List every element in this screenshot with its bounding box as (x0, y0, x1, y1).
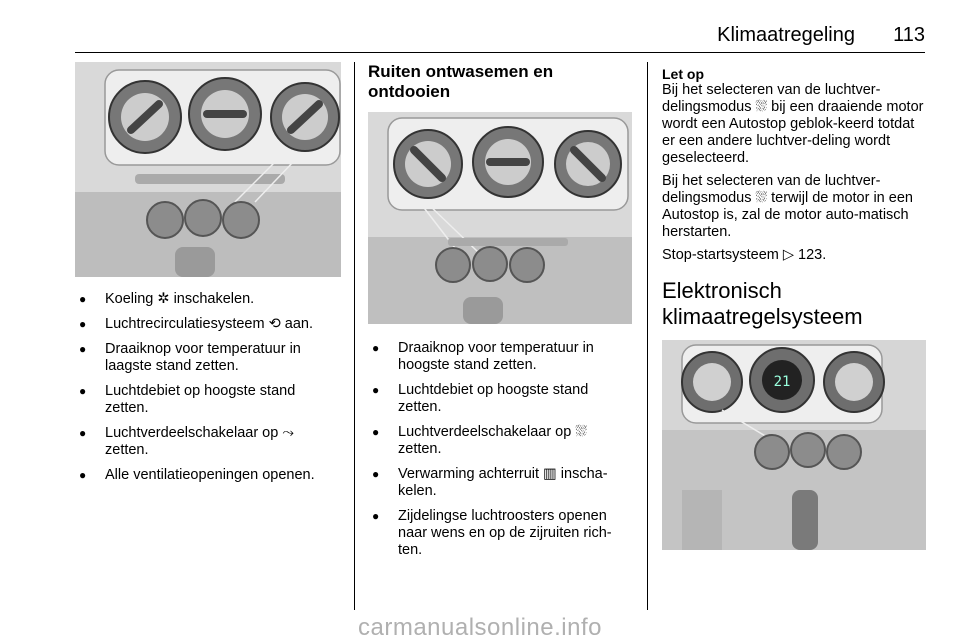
list-item: ● Luchtverdeelschakelaar op ⤳ zetten. (75, 425, 341, 459)
list-item: ● Luchtdebiet op hoogste stand zetten. (368, 382, 634, 416)
defrost-steps-list (368, 340, 634, 559)
electronic-climate-photo (662, 340, 926, 550)
cooling-steps-list (75, 291, 341, 484)
column-3 (662, 66, 926, 550)
note-box (662, 66, 926, 241)
list-item: ● Luchtrecirculatiesysteem ⟲ aan. (75, 316, 341, 333)
page-title: Klimaatregeling (717, 24, 855, 46)
note-paragraph: Bij het selecteren van de luchtver-delingsmodus ⛆ bij een draaiende motor wordt een Autostop geblok-keerd totdat er een andere luchtver-deling wordt geselecteerd. (662, 82, 924, 166)
list-item: ● Luchtverdeelschakelaar op ⛆ zetten. (368, 424, 634, 458)
temperature-display: 21 (773, 374, 791, 390)
column-divider (354, 62, 355, 610)
list-item: ● Zijdelingse luchtroosters openen naar wens en op de zijruiten rich-ten. (368, 508, 634, 559)
list-item: ● Alle ventilatieopeningen openen. (75, 467, 341, 484)
climate-control-photo-1 (75, 62, 341, 277)
note-title: Let op (662, 66, 704, 82)
list-item: ● Draaiknop voor temperatuur in laagste stand zetten. (75, 341, 341, 375)
section-heading-defrost: Ruiten ontwasemen en ontdooien (368, 62, 554, 101)
column-divider (647, 62, 648, 610)
column-1 (75, 62, 341, 492)
section-heading-electronic: Elektronisch klimaatregelsysteem (662, 278, 863, 329)
note-paragraph: Bij het selecteren van de luchtver-delingsmodus ⛆ terwijl de motor in een Autostop is, zal de motor auto-matisch herstarten. (662, 173, 913, 240)
page-header (75, 20, 925, 53)
list-item: ● Verwarming achterruit ▥ inscha-kelen. (368, 466, 634, 500)
column-2 (368, 62, 634, 567)
watermark: carmanualsonline.info (358, 614, 602, 641)
list-item: ● Koeling ✲ inschakelen. (75, 291, 341, 308)
list-item: ● Draaiknop voor temperatuur in hoogste stand zetten. (368, 340, 634, 374)
climate-control-photo-2 (368, 112, 632, 324)
page-number: 113 (893, 24, 925, 46)
list-item: ● Luchtdebiet op hoogste stand zetten. (75, 383, 341, 417)
cross-reference: Stop-startsysteem ▷ 123. (662, 247, 827, 263)
